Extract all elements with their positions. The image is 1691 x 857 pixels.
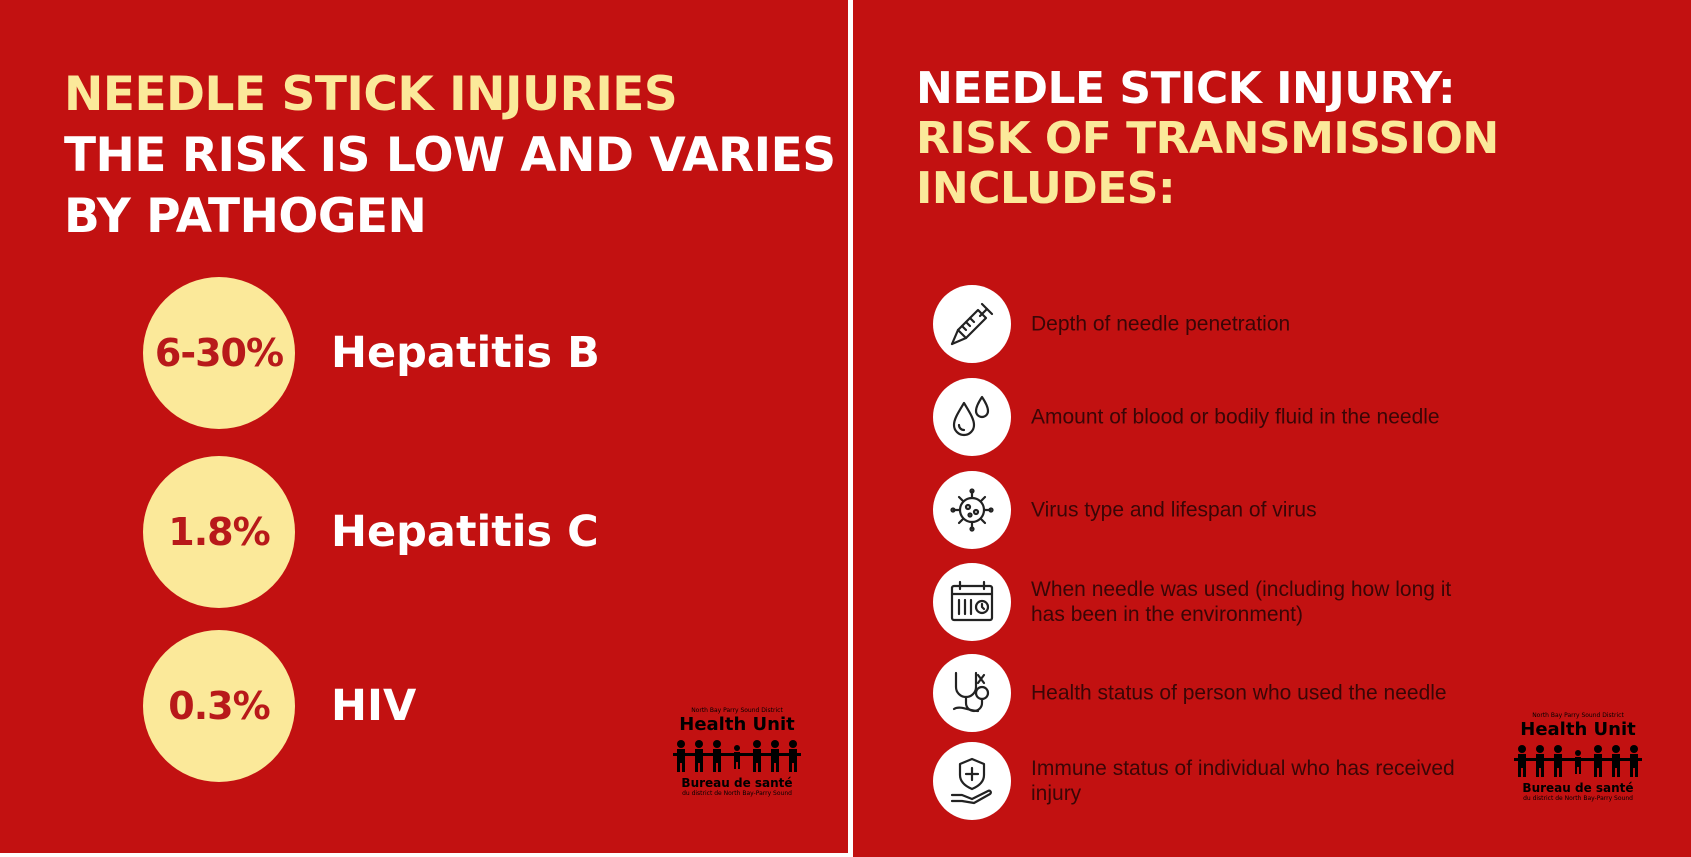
logo-name-fr: Bureau de santé: [681, 776, 793, 790]
factor-text: When needle was used (including how long it has been in the environment): [1031, 578, 1452, 626]
left-title: [64, 64, 836, 247]
logo-bottom-line: du district de North Bay-Parry Sound: [1523, 795, 1633, 802]
factor-text: Amount of blood or bodily fluid in the needle: [1031, 405, 1440, 429]
logo-bottom-line: du district de North Bay-Parry Sound: [682, 790, 792, 797]
pathogen-label: HIV: [331, 681, 417, 731]
factor-row: [933, 742, 1493, 820]
factor-text: Health status of person who used the needle: [1031, 681, 1447, 705]
factor-text: Virus type and lifespan of virus: [1031, 498, 1317, 522]
risk-percent-circle: 1.8%: [143, 456, 295, 608]
logo-top-line: North Bay Parry Sound District: [1532, 712, 1624, 719]
left-title-line-1: NEEDLE STICK INJURIES: [64, 67, 678, 122]
risk-row-hiv: [143, 630, 743, 782]
factor-row: [933, 378, 1493, 456]
right-title-line-3: INCLUDES:: [916, 163, 1176, 214]
drops-icon: [933, 378, 1011, 456]
factor-row: [933, 563, 1493, 641]
people-row-icon: [1514, 743, 1642, 779]
risk-row-hepatitis-c: [143, 456, 743, 608]
factor-row: [933, 471, 1493, 549]
people-row-icon: [673, 738, 801, 774]
logo-name-en: Health Unit: [679, 714, 795, 735]
logo-name-fr: Bureau de santé: [1522, 781, 1634, 795]
factor-text: Depth of needle penetration: [1031, 312, 1291, 336]
shield-hand-icon: [933, 742, 1011, 820]
left-title-line-2: THE RISK IS LOW AND VARIES: [64, 128, 836, 183]
logo-top-line: North Bay Parry Sound District: [691, 707, 783, 714]
calendar-icon: [933, 563, 1011, 641]
risk-row-hepatitis-b: [143, 277, 743, 429]
syringe-icon: [933, 285, 1011, 363]
pathogen-label: Hepatitis B: [331, 328, 600, 378]
virus-icon: [933, 471, 1011, 549]
factor-row: [933, 654, 1493, 732]
risk-percent-circle: 6-30%: [143, 277, 295, 429]
health-unit-logo: [667, 707, 807, 819]
left-title-line-3: BY PATHOGEN: [64, 189, 427, 244]
right-title-line-1: NEEDLE STICK INJURY:: [916, 63, 1456, 114]
risk-percent-circle: 0.3%: [143, 630, 295, 782]
left-infographic-panel: [0, 0, 848, 853]
right-title: [916, 64, 1499, 214]
stethoscope-icon: [933, 654, 1011, 732]
factor-row: [933, 285, 1493, 363]
right-infographic-panel: [853, 0, 1691, 857]
health-unit-logo: [1508, 712, 1648, 824]
right-title-line-2: RISK OF TRANSMISSION: [916, 113, 1499, 164]
factor-text: Immune status of individual who has received injury: [1031, 757, 1455, 805]
pathogen-label: Hepatitis C: [331, 507, 599, 557]
logo-name-en: Health Unit: [1520, 719, 1636, 740]
